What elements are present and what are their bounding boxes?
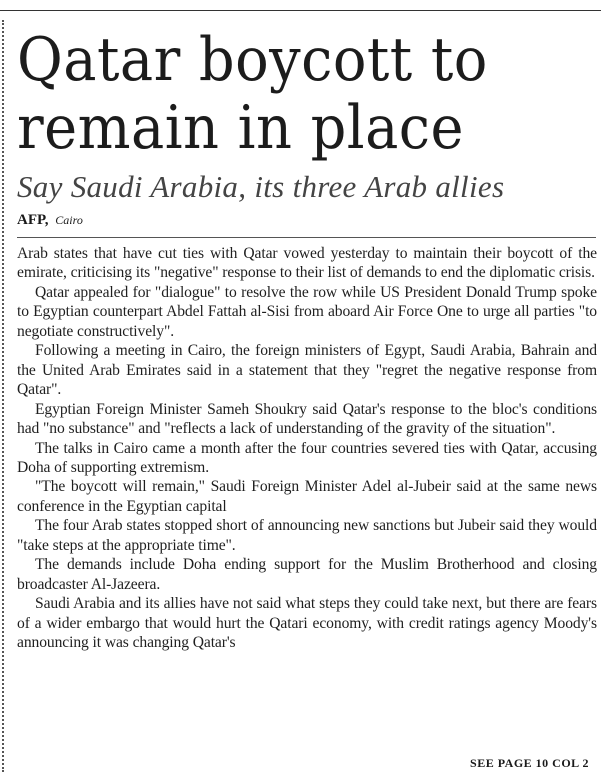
paragraph: "The boycott will remain," Saudi Foreign Minister Adel al-Jubeir said at the same news conference in the Egyptian capital: [17, 478, 597, 515]
byline-place: Cairo: [55, 213, 83, 227]
paragraph: The demands include Doha ending support for the Muslim Brotherhood and closing broadcaster Al-Jazeera.: [17, 556, 597, 593]
paragraph: Egyptian Foreign Minister Sameh Shoukry said Qatar's response to the bloc's conditions had "no substance" and "reflects a lack of understanding of the gravity of the situation".: [17, 400, 597, 438]
paragraph: The talks in Cairo came a month after the four countries severed ties with Qatar, accusing Doha of supporting extremism.: [17, 439, 597, 476]
paragraph: Following a meeting in Cairo, the foreign ministers of Egypt, Saudi Arabia, Bahrain and the United Arab Emirates said in a statement that they "regret the negative response from Qatar".: [17, 342, 597, 399]
subheadline: Say Saudi Arabia, its three Arab allies: [17, 169, 505, 204]
continuation-jump-line: SEE PAGE 10 COL 2: [470, 756, 589, 770]
news-article: [17, 26, 597, 653]
article-body: [17, 244, 597, 653]
headline: [17, 26, 556, 162]
paragraph: Arab states that have cut ties with Qatar vowed yesterday to maintain their boycott of the emirate, criticising its "negative" response to their list of demands to end the diplomatic crisis.: [17, 245, 597, 282]
top-rule: [0, 10, 601, 11]
headline-line-1: Qatar boycott to: [17, 25, 488, 95]
byline-agency: AFP,: [17, 212, 49, 228]
byline-rule: [17, 237, 596, 238]
paragraph: Qatar appealed for "dialogue" to resolve the row while US President Donald Trump spoke to Egyptian counterpart Abdel Fattah al-Sisi from aboard Air Force One to urge all parties "to negotiate constructively".: [17, 283, 597, 340]
headline-line-2: remain in place: [17, 93, 465, 163]
byline: [17, 211, 597, 229]
column-dotted-border: [2, 20, 4, 772]
paragraph: The four Arab states stopped short of announcing new sanctions but Jubeir said they would "take steps at the appropriate time".: [17, 517, 597, 554]
paragraph: Saudi Arabia and its allies have not said what steps they could take next, but there are fears of a wider embargo that would hurt the Qatari economy, with credit ratings agency Moody's announcing it was changing Qatar's: [17, 595, 597, 652]
